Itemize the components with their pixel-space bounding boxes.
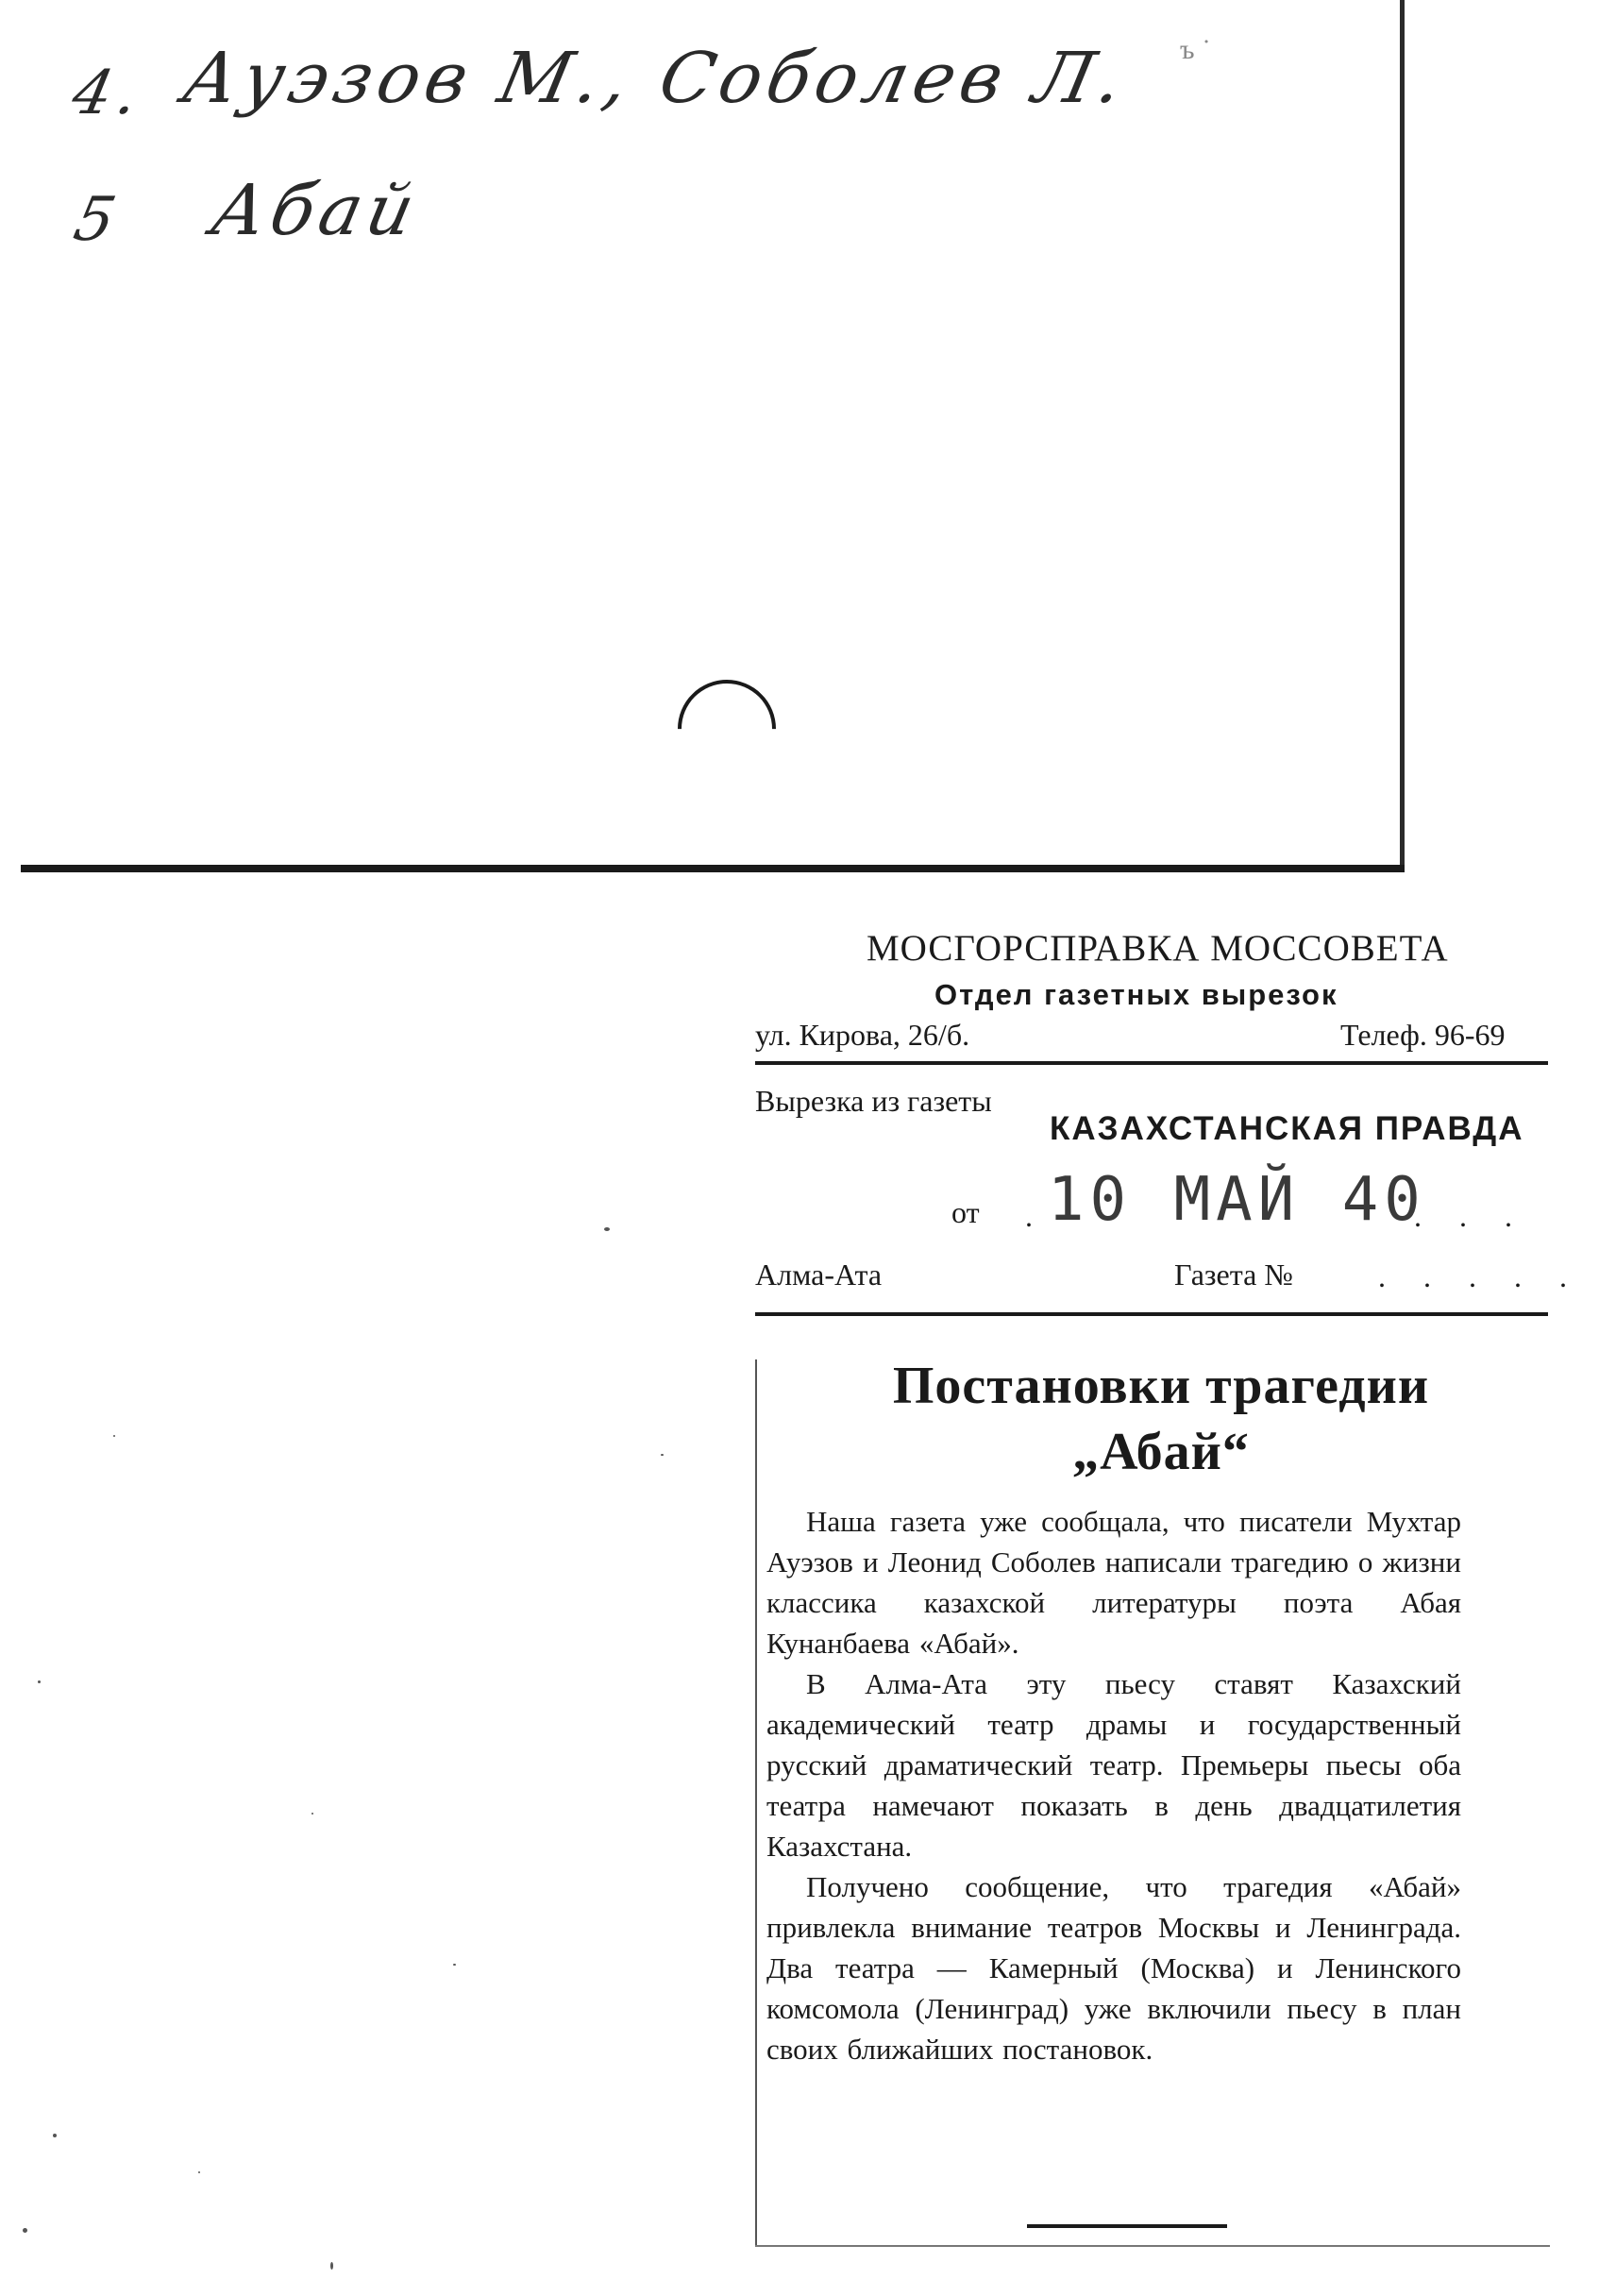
handwritten-number-5: 5 [68, 185, 127, 255]
handwritten-authors-note: Ауэзов М., Соболев Л. [176, 38, 1136, 119]
address: ул. Кирова, 26/б. [755, 1018, 970, 1052]
card-right-border [1400, 0, 1405, 867]
card-bottom-border [21, 865, 1405, 872]
handwritten-title-note: Абай [204, 170, 428, 251]
city: Алма-Ата [755, 1258, 883, 1292]
organization-name: МОСГОРСПРАВКА МОССОВЕТА [867, 928, 1449, 969]
article-bottom-border [755, 2245, 1550, 2247]
phone: Телеф. 96-69 [1340, 1018, 1506, 1052]
article-paragraph: В Алма-Ата эту пьесу ставят Казахский академический театр драмы и государственный русский драматический театр. Премьеры пьесы оба театра намечают показать в день двадцатилетия Казахстана. [766, 1667, 1461, 1863]
header-rule-bottom [755, 1312, 1548, 1316]
article-headline-line1: Постановки трагедии [892, 1357, 1430, 1415]
pencil-arc-mark [657, 659, 796, 798]
article-left-border [755, 1359, 757, 2245]
handwritten-number-4: 4. [66, 59, 150, 128]
issue-dots: . . . . . [1378, 1259, 1582, 1293]
clipping-label: Вырезка из газеты [755, 1084, 992, 1118]
issue-label: Газета № [1174, 1258, 1293, 1292]
newspaper-name: КАЗАХСТАНСКАЯ ПРАВДА [1050, 1110, 1524, 1147]
date-stamp: 10 МАЙ 40 [1048, 1165, 1426, 1235]
date-dots-left: . [1025, 1199, 1048, 1233]
article-body [766, 1501, 1461, 2069]
article-paragraph: Получено сообщение, что трагедия «Абай» привлекла внимание театров Москвы и Ленинграда. Два театра — Камерный (Москва) и Ленинского комсомола (Ленинград) уже включили пьесу в план своих ближайших постановок. [766, 1870, 1461, 2066]
department-name: Отдел газетных вырезок [934, 978, 1338, 1011]
header-rule-top [755, 1061, 1548, 1065]
article-paragraph: Наша газета уже сообщала, что писатели Мухтар Ауэзов и Леонид Соболев написали трагедию о жизни классика казахской литературы поэта Абая Кунанбаева «Абай». [766, 1505, 1461, 1660]
handwritten-mark: ъ ˙ [1180, 34, 1212, 65]
article-end-rule [1027, 2224, 1227, 2228]
date-dots-right: . . . [1414, 1199, 1527, 1233]
article-headline-line2: „Абай“ [1072, 1423, 1250, 1481]
date-prefix: от [951, 1195, 980, 1229]
